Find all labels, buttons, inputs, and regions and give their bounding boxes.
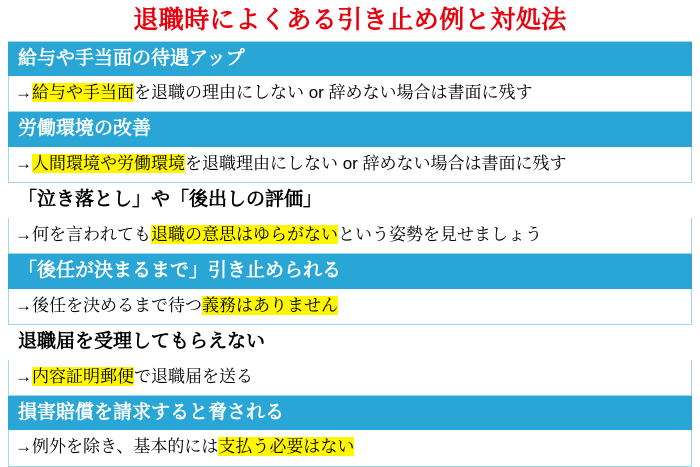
tip-header-row: [8, 183, 692, 218]
tip-header-label: 退職届を受理してもらえない: [18, 330, 266, 352]
tip-header-label: 「後任が決まるまで」引き止められる: [18, 260, 342, 282]
tip-answer-row: [8, 360, 692, 396]
page-title: 退職時によくある引き止め例と対処法: [133, 6, 567, 34]
answer-text: という姿勢を見せましょう: [338, 224, 542, 244]
arrow-icon: →: [15, 83, 32, 103]
tip-answer-row: [8, 218, 692, 254]
answer-text: 後任を決めるまで待つ: [32, 295, 202, 315]
highlighted-text: 人間環境や労働環境: [32, 154, 185, 174]
tip-header-row: [8, 254, 692, 289]
tip-header-row: [8, 325, 692, 360]
highlighted-text: 義務はありません: [202, 295, 338, 315]
arrow-icon: →: [15, 366, 32, 386]
answer-text: 例外を除き、基本的には: [32, 437, 219, 457]
highlighted-text: 退職の意思はゆらがない: [151, 224, 338, 244]
arrow-icon: →: [15, 295, 32, 315]
tip-header-label: 給与や手当面の待遇アップ: [18, 47, 245, 69]
arrow-icon: →: [15, 437, 32, 457]
tip-answer-row: [8, 147, 692, 183]
arrow-icon: →: [15, 154, 32, 174]
tip-header-label: 損害賠償を請求すると脅される: [18, 401, 285, 423]
tip-header-label: 労働環境の改善: [18, 118, 152, 140]
answer-text: 何を言われても: [32, 224, 151, 244]
tip-header-row: [8, 42, 692, 77]
tip-answer-row: [8, 289, 692, 325]
arrow-icon: →: [15, 224, 32, 244]
tips-table: [8, 41, 692, 467]
tip-answer-row: [8, 430, 692, 466]
highlighted-text: 給与や手当面: [32, 83, 134, 103]
answer-text: を退職理由にしない or 辞めない場合は書面に残す: [185, 154, 567, 174]
tip-header-row: [8, 112, 692, 147]
tip-header-label: 「泣き落とし」や「後出しの評価」: [18, 189, 323, 211]
answer-text: で退職届を送る: [134, 366, 253, 386]
highlighted-text: 内容証明郵便: [32, 366, 134, 386]
tip-answer-row: [8, 76, 692, 112]
highlighted-text: 支払う必要はない: [218, 437, 355, 457]
answer-text: を退職の理由にしない or 辞めない場合は書面に残す: [134, 83, 533, 103]
tip-header-row: [8, 396, 692, 431]
